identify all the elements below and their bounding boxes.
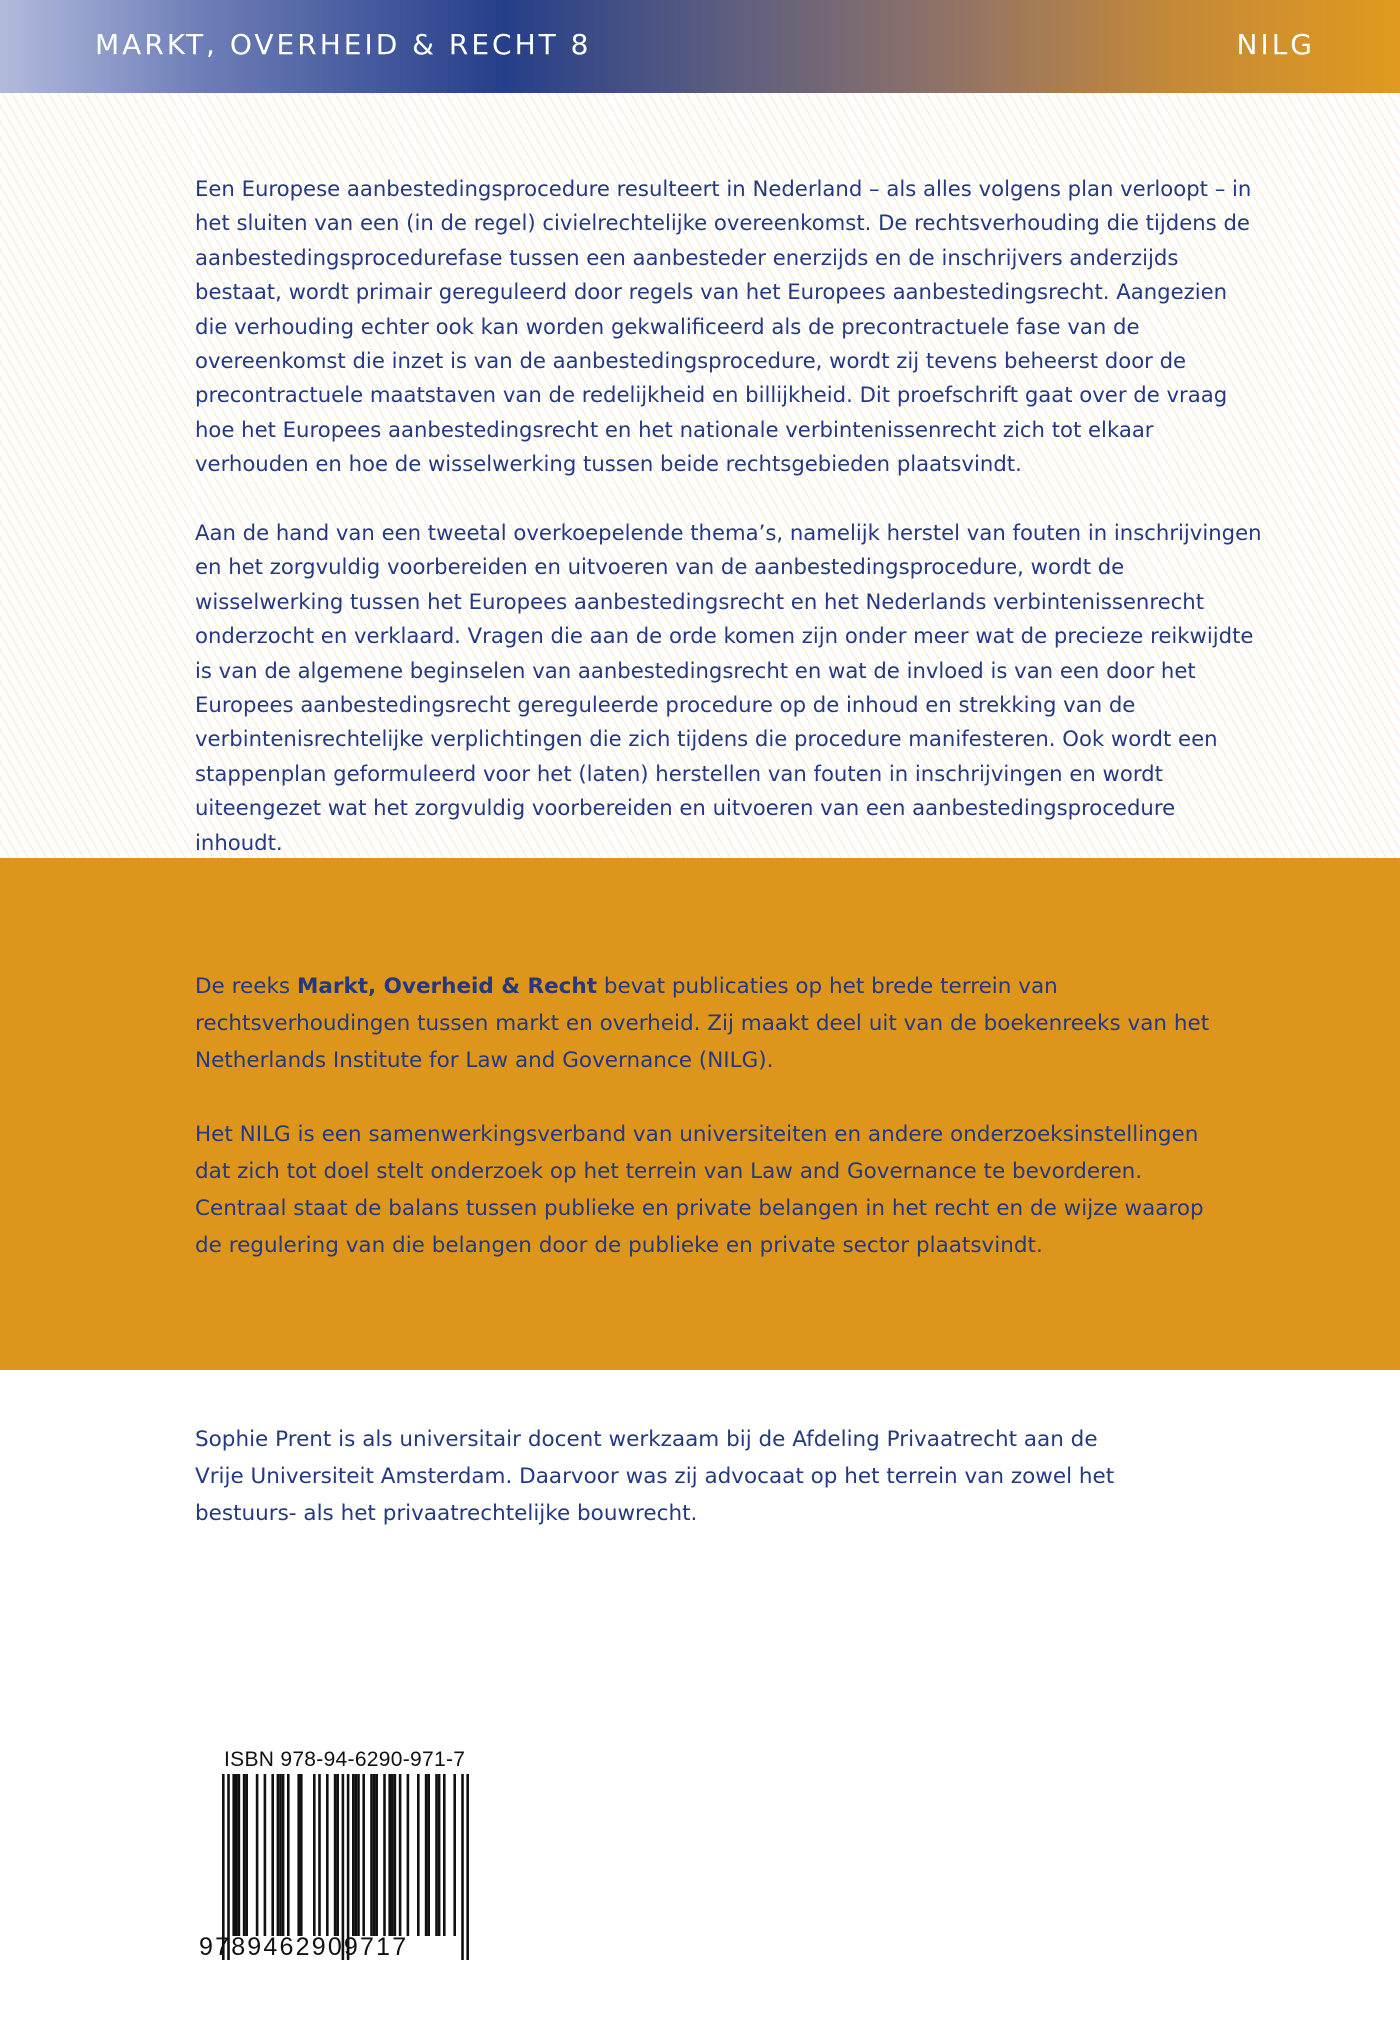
intro-paragraph-2 (195, 516, 1265, 860)
barcode-bar (235, 1774, 238, 1936)
barcode-bar (373, 1774, 376, 1936)
series-paragraph-2 (195, 1116, 1235, 1264)
barcode-bar (355, 1774, 358, 1936)
barcode-bar (443, 1774, 446, 1936)
series-text-rest: bevat publicaties op het brede terrein van rechtsverhoudingen tussen markt en overheid. Zij maakt deel uit van de boekenreeks van het Netherlands Institute for Law and Governance (NILG). (195, 974, 1210, 1073)
barcode-bar (277, 1774, 280, 1936)
series-text-1 (195, 968, 1255, 1079)
barcode-bar (399, 1774, 402, 1936)
barcode-bar (435, 1774, 438, 1936)
barcode-bar (357, 1774, 360, 1936)
barcode-bar (461, 1774, 464, 1960)
orange-band (0, 858, 1400, 1370)
barcode-bar (264, 1774, 267, 1936)
publisher-name: NILG (1236, 28, 1315, 61)
barcode-bar (271, 1774, 274, 1936)
isbn-label: ISBN 978-94-6290-971-7 (224, 1748, 466, 1771)
intro-text-2: Aan de hand van een tweetal overkoepelende thema’s, namelijk herstel van fouten in inschrijvingen en het zorgvuldig voorbereiden en uitvoeren van de aanbestedingsprocedure, wordt de wisselwerking tussen het Europees aanbestedingsrecht en het Nederlands verbintenissenrecht onderzocht en verklaard. Vragen die aan de orde komen zijn onder meer wat de precieze reikwijdte is van de algemene beginselen van aanbestedingsrecht en wat de invloed is van een door het Europees aanbestedingsrecht gereguleerde procedure op de inhoud en strekking van de verbintenisrechtelijke verplichtingen die zich tijdens die procedure manifesteren. Ook wordt een stappenplan geformuleerd voor het (laten) herstellen van fouten in inschrijvingen en wordt uiteengezet wat het zorgvuldig voorbereiden en uitvoeren van een aanbestedingsprocedure inhoudt. (195, 520, 1262, 855)
barcode-bar (466, 1774, 469, 1960)
barcode-bar (425, 1774, 428, 1936)
barcode-bar (427, 1774, 430, 1936)
barcode-digits: 9789462909717 (199, 1933, 409, 1961)
barcode-bar (326, 1774, 329, 1936)
barcode-bar (417, 1774, 420, 1936)
barcode-bar (453, 1774, 456, 1936)
barcode-bar (375, 1774, 378, 1936)
barcode-bar (362, 1774, 365, 1936)
barcode-bar (282, 1774, 285, 1936)
barcode-bar (232, 1774, 235, 1936)
intro-paragraph-1 (195, 172, 1255, 482)
barcode-bar (334, 1774, 337, 1936)
author-bio-text: Sophie Prent is als universitair docent werkzaam bij de Afdeling Privaatrecht aan de Vrije Universiteit Amsterdam. Daarvoor was zij advocaat op het terrein van zowel het bestuurs- als het privaatrechtelijke bouwrecht. (195, 1427, 1115, 1526)
barcode-bar (245, 1774, 248, 1936)
barcode-bar (287, 1774, 290, 1936)
barcode-bar (352, 1774, 355, 1936)
barcode-bar (318, 1774, 321, 1936)
barcode-bar (391, 1774, 394, 1936)
barcode-bar (238, 1774, 241, 1936)
series-header-band (0, 0, 1400, 93)
barcode-bar (336, 1774, 339, 1936)
barcode-bar (383, 1774, 386, 1936)
barcode-bar (407, 1774, 410, 1936)
series-text-2: Het NILG is een samenwerkingsverband van universiteiten en andere onderzoeksinstellingen dat zich tot doel stelt onderzoek op het terrein van Law and Governance te bevorderen. Centraal staat de balans tussen publieke en private belangen in het recht en de wijze waarop de regulering van die belangen door de publieke en private sector plaatsvindt. (195, 1122, 1204, 1258)
author-bio (195, 1421, 1115, 1532)
barcode-bar (300, 1774, 303, 1936)
series-text-lead: De reeks (195, 974, 297, 999)
series-paragraph-1 (195, 968, 1255, 1079)
series-name-bold: Markt, Overheid & Recht (296, 974, 597, 999)
barcode-bar (243, 1774, 246, 1936)
barcode-bar (279, 1774, 282, 1936)
series-title: MARKT, OVERHEID & RECHT 8 (95, 28, 592, 61)
barcode-bar (388, 1774, 391, 1936)
barcode-bar (297, 1774, 300, 1936)
barcode-bar (438, 1774, 441, 1936)
barcode-bar (313, 1774, 316, 1936)
barcode-bar (256, 1774, 259, 1936)
intro-text-1: Een Europese aanbestedingsprocedure resulteert in Nederland – als alles volgens plan verloopt – in het sluiten van een (in de regel) civielrechtelijke overeenkomst. De rechtsverhouding die tijdens de aanbestedingsprocedurefase tussen een aanbesteder enerzijds en de inschrijvers anderzijds bestaat, wordt primair gereguleerd door regels van het Europees aanbestedingsrecht. Aangezien die verhouding echter ook kan worden gekwalificeerd als de precontractuele fase van de overeenkomst die inzet is van de aanbestedingsprocedure, wordt zij tevens beheerst door de precontractuele maatstaven van de redelijkheid en billijkheid. Dit proefschrift gaat over de vraag hoe het Europees aanbestedingsrecht en het nationale verbintenissenrecht zich tot elkaar verhouden en hoe de wisselwerking tussen beide rechtsgebieden plaatsvindt. (195, 176, 1252, 477)
barcode-bar (394, 1774, 397, 1936)
barcode-bar (370, 1774, 373, 1936)
